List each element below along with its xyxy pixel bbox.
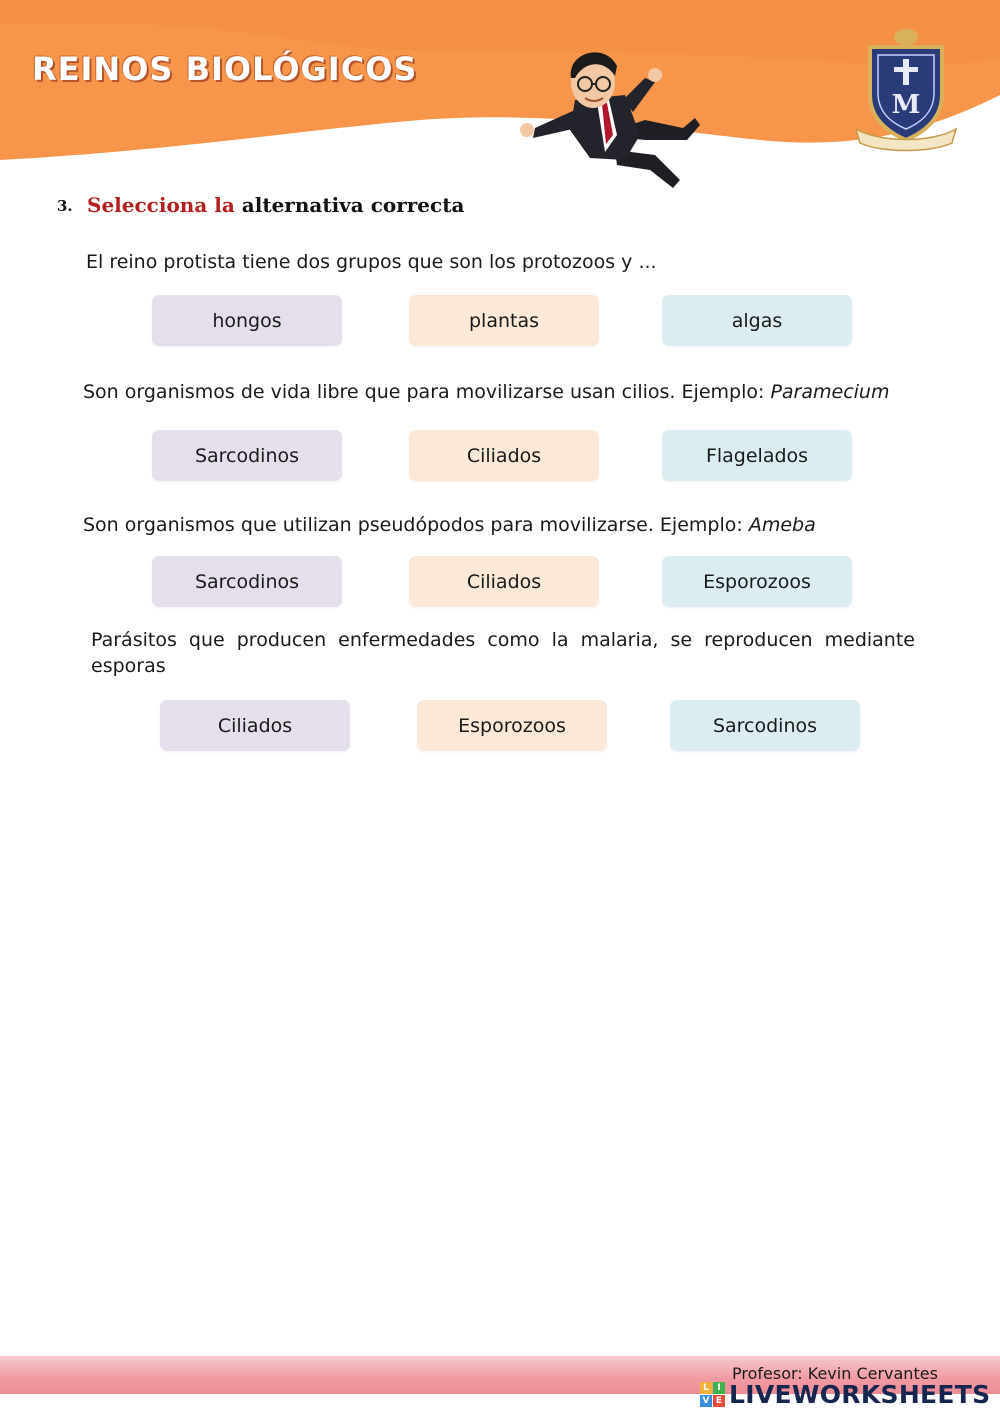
question-title: [87, 193, 464, 217]
item-4-option-3[interactable]: Sarcodinos: [670, 700, 860, 751]
item-1-option-2[interactable]: plantas: [409, 295, 599, 346]
question-title-highlight: Selecciona la: [87, 193, 235, 217]
item-2-example: Paramecium: [770, 381, 890, 403]
item-3-option-1[interactable]: Sarcodinos: [152, 556, 342, 607]
item-2-option-2[interactable]: Ciliados: [409, 430, 599, 481]
item-2-option-3[interactable]: Flagelados: [662, 430, 852, 481]
item-3-example: Ameba: [748, 514, 816, 536]
item-4-prompt: Parásitos que producen enfermedades como la malaria, se reproducen mediante esporas: [91, 629, 915, 677]
item-3-option-2[interactable]: Ciliados: [409, 556, 599, 607]
liveworksheets-logo[interactable]: [700, 1380, 990, 1409]
liveworksheets-brand: LIVEWORKSHEETS: [729, 1380, 991, 1409]
item-3-prompt: Son organismos que utilizan pseudópodos para movilizarse. Ejemplo: Ameba: [83, 514, 816, 536]
item-3-option-3[interactable]: Esporozoos: [662, 556, 852, 607]
teacher-avatar: [505, 40, 710, 190]
item-1-option-1[interactable]: hongos: [152, 295, 342, 346]
item-4-option-1[interactable]: Ciliados: [160, 700, 350, 751]
item-2-prompt: Son organismos de vida libre que para movilizarse usan cilios. Ejemplo: Paramecium: [83, 381, 890, 403]
question-title-rest: alternativa correcta: [241, 193, 465, 217]
page-title: REINOS BIOLÓGICOS: [32, 50, 418, 88]
question-number: 3.: [57, 197, 73, 215]
teacher-credit: Profesor: Kevin Cervantes: [732, 1364, 938, 1383]
item-4-option-2[interactable]: Esporozoos: [417, 700, 607, 751]
item-2-example-label: Ejemplo:: [681, 381, 765, 403]
school-crest: [850, 25, 962, 155]
item-1-option-3[interactable]: algas: [662, 295, 852, 346]
crest-monogram: M: [891, 90, 921, 120]
liveworksheets-grid-icon: L I V E: [700, 1382, 725, 1407]
item-2-option-1[interactable]: Sarcodinos: [152, 430, 342, 481]
item-1-prompt: El reino protista tiene dos grupos que son los protozoos y ...: [86, 251, 657, 273]
item-3-example-label: Ejemplo:: [659, 514, 743, 536]
